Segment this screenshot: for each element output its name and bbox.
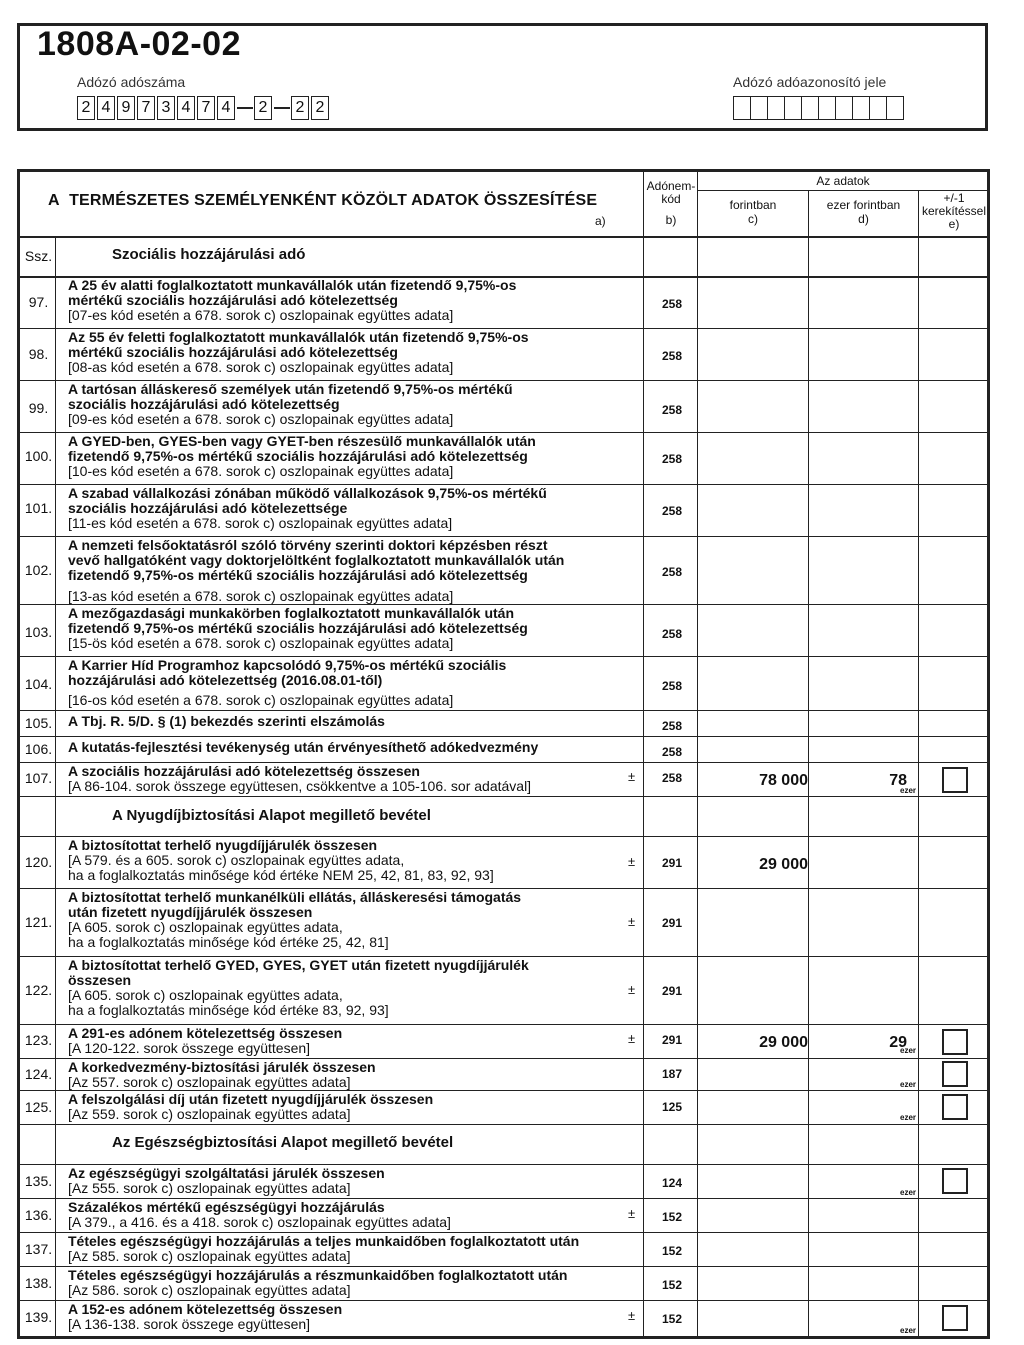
ezer-label: ezer [900, 1113, 917, 1122]
row-description: A 291-es adónem kötelezettség összesen [A 120-122. sorok összege együttesen] [68, 1025, 343, 1056]
plus-minus-sign: ± [628, 1308, 636, 1323]
row-number: 104. [24, 676, 53, 692]
digit-cell[interactable]: 7 [137, 96, 155, 120]
row-divider [20, 710, 987, 711]
value-forint[interactable]: 29 000 [759, 1034, 808, 1051]
summary-table [17, 169, 990, 1339]
tax-code: 258 [661, 679, 683, 693]
section-title: Szociális hozzájárulási adó [112, 246, 306, 263]
rounding-checkbox[interactable] [942, 1029, 968, 1055]
tax-code: 258 [661, 504, 683, 518]
row-description: A GYED-ben, GYES-ben vagy GYET-ben részesülő munkavállalók után fizetendő 9,75%-os mértékű szociális hozzájárulási adó kötelezettség [10-es kód esetén a 678. sorok c) oszlopainak együttes adata] [68, 433, 536, 479]
plus-minus-sign: ± [628, 769, 636, 784]
digit-cell[interactable] [886, 96, 904, 120]
tax-code: 258 [661, 403, 683, 417]
tax-code: 258 [661, 771, 683, 785]
rounding-checkbox[interactable] [942, 1094, 968, 1120]
row-divider [20, 236, 987, 238]
row-description: A korkedvezmény-biztosítási járulék összesen [Az 557. sorok c) oszlopainak együttes adata] [68, 1059, 376, 1090]
tax-code: 291 [661, 916, 683, 930]
digit-cell[interactable]: 2 [77, 96, 95, 120]
separator-dash [274, 107, 290, 109]
data-group-header: Az adatok [816, 174, 870, 188]
row-number: 137. [24, 1241, 53, 1257]
col-b-header: Adónem- kód b) [646, 179, 696, 227]
ezer-label: ezer [900, 1188, 917, 1197]
section-title: Az Egészségbiztosítási Alapot megillető bevétel [112, 1134, 454, 1151]
col-a-tag: a) [595, 214, 606, 228]
digit-cell[interactable] [733, 96, 751, 120]
plus-minus-sign: ± [628, 1206, 636, 1221]
row-number: 122. [24, 982, 53, 998]
tax-code: 291 [661, 856, 683, 870]
ezer-label: ezer [900, 1080, 917, 1089]
form-header [17, 23, 988, 131]
tax-number-field[interactable] [77, 96, 331, 120]
row-number: 100. [24, 448, 53, 464]
digit-cell[interactable] [750, 96, 768, 120]
tax-code: 152 [661, 1312, 683, 1326]
row-description: Tételes egészségügyi hozzájárulás a teljes munkaidőben foglalkoztatott után [Az 585. sorok c) oszlopainak együttes adata] [68, 1233, 580, 1264]
rounding-checkbox[interactable] [942, 1061, 968, 1087]
row-description: A Karrier Híd Programhoz kapcsolódó 9,75%-os mértékű szociális hozzájárulási adó kötelezettség (2016.08.01-től) [16-os kód esetén a 678. sorok c) oszlopainak együttes adata] [68, 657, 507, 708]
row-number: 101. [24, 500, 53, 516]
digit-cell[interactable]: 4 [177, 96, 195, 120]
tax-id-field[interactable] [733, 96, 903, 120]
row-number: 102. [24, 562, 53, 578]
row-description: Az egészségügyi szolgáltatási járulék összesen [Az 555. sorok c) oszlopainak együttes adata] [68, 1165, 385, 1196]
value-forint[interactable]: 29 000 [759, 856, 808, 873]
tax-code: 125 [661, 1100, 683, 1114]
tax-code: 258 [661, 719, 683, 733]
digit-cell[interactable] [835, 96, 853, 120]
row-number: 139. [24, 1309, 53, 1325]
rounding-checkbox[interactable] [942, 1168, 968, 1194]
row-number: 97. [28, 294, 49, 310]
row-number: 121. [24, 914, 53, 930]
row-number: 103. [24, 624, 53, 640]
row-number: 105. [24, 715, 53, 731]
value-forint[interactable]: 78 000 [759, 772, 808, 789]
tax-code: 291 [661, 984, 683, 998]
tax-code: 258 [661, 349, 683, 363]
plus-minus-sign: ± [628, 982, 636, 997]
tax-code: 124 [661, 1176, 683, 1190]
tax-code: 291 [661, 1033, 683, 1047]
row-description: A 25 év alatti foglalkoztatott munkavállalók után fizetendő 9,75%-os mértékű szociális hozzájárulási adó kötelezettség [07-es kód esetén a 678. sorok c) oszlopainak együttes adata] [68, 277, 517, 323]
row-number: 98. [28, 346, 49, 362]
row-description: A kutatás-fejlesztési tevékenység után érvényesíthető adókedvezmény [68, 739, 539, 755]
tax-code: 258 [661, 627, 683, 641]
tax-code: 258 [661, 565, 683, 579]
digit-cell[interactable] [767, 96, 785, 120]
ezer-label: ezer [900, 1326, 917, 1335]
tax-id-label: Adózó adóazonosító jele [733, 74, 887, 90]
row-number: 120. [24, 854, 53, 870]
row-description: A szabad vállalkozási zónában működő vállalkozások 9,75%-os mértékű szociális hozzájárulási adó kötelezettsége [11-es kód esetén a 678. sorok c) oszlopainak együttes adata] [68, 485, 547, 531]
row-description: A biztosítottat terhelő munkanélküli ellátás, álláskeresési támogatás után fizetett nyugdíjjárulék összesen [A 605. sorok c) oszlopainak együttes adata, ha a foglalkoztatás minősége kód értéke 25, 42, 81] [68, 889, 522, 950]
row-description: A szociális hozzájárulási adó kötelezettség összesen [A 86-104. sorok összege együttesen, csökkentve a 105-106. sor adatával] [68, 763, 532, 794]
table-title: A TERMÉSZETES SZEMÉLYENKÉNT KÖZÖLT ADATOK ÖSSZESÍTÉSE [48, 192, 598, 209]
tax-code: 258 [661, 452, 683, 466]
col-c-header: forintban c) [729, 198, 777, 226]
digit-cell[interactable]: 2 [291, 96, 309, 120]
col-e-header: +/-1 kerekítéssel e) [921, 191, 987, 231]
tax-code: 258 [661, 297, 683, 311]
tax-code: 152 [661, 1278, 683, 1292]
digit-cell[interactable]: 9 [117, 96, 135, 120]
row-description: Az 55 év feletti foglalkoztatott munkavállalók után fizetendő 9,75%-os mértékű szociális hozzájárulási adó kötelezettség [08-as kód esetén a 678. sorok c) oszlopainak együttes adata] [68, 329, 529, 375]
value-ezer-forint[interactable]: 29 [889, 1034, 907, 1051]
tax-code: 152 [661, 1210, 683, 1224]
tax-code: 152 [661, 1244, 683, 1258]
ssz-label: Ssz. [24, 248, 53, 264]
row-description: A biztosítottat terhelő nyugdíjjárulék összesen [A 579. és a 605. sorok c) oszlopainak együttes adata, ha a foglalkoztatás minősége kód értéke NEM 25, 42, 81, 83, 92, 93] [68, 837, 494, 883]
row-divider [20, 796, 987, 797]
digit-cell[interactable] [852, 96, 870, 120]
tax-code: 258 [661, 745, 683, 759]
tax-number-label: Adózó adószáma [77, 74, 186, 90]
row-number: 106. [24, 741, 53, 757]
row-number: 123. [24, 1032, 53, 1048]
value-ezer-forint[interactable]: 78 [889, 772, 907, 789]
separator-dash [237, 107, 253, 109]
digit-cell[interactable]: 2 [311, 96, 329, 120]
digit-cell[interactable]: 2 [254, 96, 272, 120]
digit-cell[interactable]: 7 [197, 96, 215, 120]
digit-cell[interactable]: 4 [217, 96, 235, 120]
form-code: 1808A-02-02 [37, 25, 241, 63]
row-number: 135. [24, 1173, 53, 1189]
col-divider [643, 172, 644, 1336]
row-number: 138. [24, 1275, 53, 1291]
row-description: A 152-es adónem kötelezettség összesen [A 136-138. sorok összege együttesen] [68, 1301, 343, 1332]
row-description: Tételes egészségügyi hozzájárulás a részmunkaidőben foglalkoztatott után [Az 586. sorok c) oszlopainak együttes adata] [68, 1267, 568, 1298]
row-description: A Tbj. R. 5/D. § (1) bekezdés szerinti elszámolás [68, 713, 385, 729]
row-number: 136. [24, 1207, 53, 1223]
row-divider [20, 1124, 987, 1125]
digit-cell[interactable] [801, 96, 819, 120]
plus-minus-sign: ± [628, 1031, 636, 1046]
row-number: 125. [24, 1099, 53, 1115]
digit-cell[interactable] [818, 96, 836, 120]
row-divider [20, 736, 987, 737]
rounding-checkbox[interactable] [942, 767, 968, 793]
row-number: 107. [24, 770, 53, 786]
col-d-header: ezer forintban d) [826, 198, 901, 226]
row-number: 99. [28, 400, 49, 416]
digit-cell[interactable] [784, 96, 802, 120]
digit-cell[interactable]: 4 [97, 96, 115, 120]
section-title: A Nyugdíjbiztosítási Alapot megillető bevétel [112, 807, 431, 824]
row-description: A biztosítottat terhelő GYED, GYES, GYET után fizetett nyugdíjjárulék összesen [A 605. sorok c) oszlopainak együttes adata, ha a foglalkoztatás minősége kód értéke 83, 92, 93] [68, 957, 529, 1018]
tax-code: 187 [661, 1067, 683, 1081]
rounding-checkbox[interactable] [942, 1305, 968, 1331]
row-description: A nemzeti felsőoktatásról szóló törvény szerinti doktori képzésben részt vevő hallgatóként vagy doktorjelöltként foglalkoztatott munkavállalók után fizetendő 9,75%-os mértékű szociális hozzájárulási adó kötelezettség [13-as kód esetén a 678. sorok c) oszlopainak együttes adata] [68, 537, 565, 604]
digit-cell[interactable]: 3 [157, 96, 175, 120]
digit-cell[interactable] [869, 96, 887, 120]
row-number: 124. [24, 1066, 53, 1082]
row-description: A felszolgálási díj után fizetett nyugdíjjárulék összesen [Az 559. sorok c) oszlopainak együttes adata] [68, 1091, 434, 1122]
row-description: A mezőgazdasági munkakörben foglalkoztatott munkavállalók után fizetendő 9,75%-os mértékű szociális hozzájárulási adó kötelezettség [15-ös kód esetén a 678. sorok c) oszlopainak együttes adata] [68, 605, 528, 651]
plus-minus-sign: ± [628, 854, 636, 869]
row-description: Százalékos mértékű egészségügyi hozzájárulás [A 379., a 416. és a 418. sorok c) oszlopainak együttes adata] [68, 1199, 451, 1230]
ezer-label: ezer [900, 786, 917, 795]
ezer-label: ezer [900, 1046, 917, 1055]
row-description: A tartósan álláskereső személyek után fizetendő 9,75%-os mértékű szociális hozzájárulási adó kötelezettség [09-es kód esetén a 678. sorok c) oszlopainak együttes adata] [68, 381, 513, 427]
plus-minus-sign: ± [628, 914, 636, 929]
